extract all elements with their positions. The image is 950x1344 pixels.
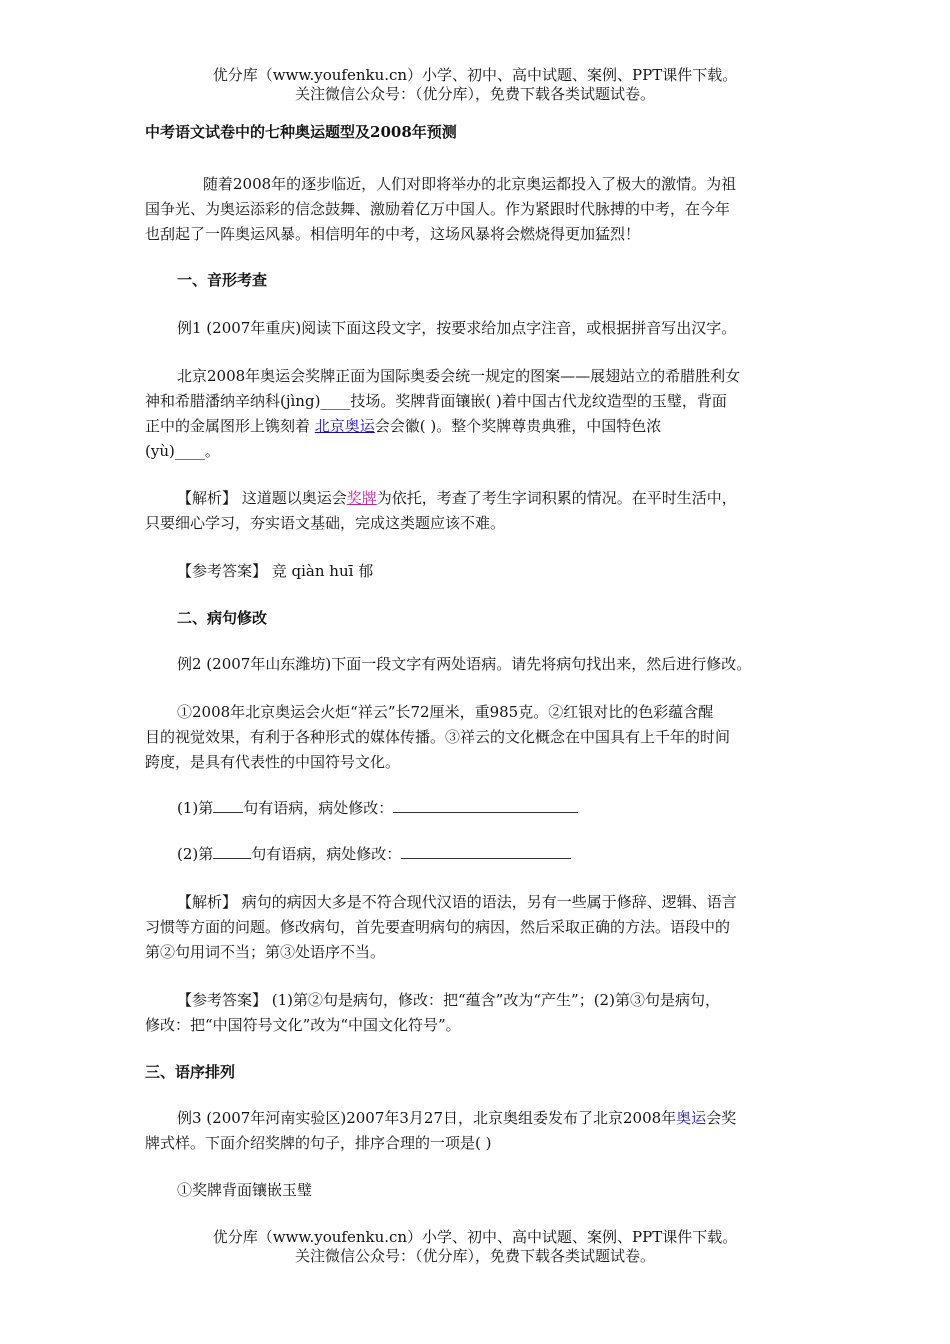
header-line-1: 优分库（www.youfenku.cn）小学、初中、高中试题、案例、PPT课件下载。: [212, 66, 738, 84]
passage-2-line-2: 目的视觉效果，有利于各种形式的媒体传播。③祥云的文化概念在中国具有上千年的时间: [145, 728, 731, 746]
section-heading-2: 二、病句修改: [177, 609, 268, 627]
question-2-1-middle: 句有语病，病处修改：: [243, 799, 394, 817]
example-3-end: 会奖: [706, 1109, 737, 1127]
passage-1-line-2: 神和希腊潘纳辛纳科(jìng)____技场。奖牌背面镶嵌( )着中国古代龙纹造型的玉璧，背面: [145, 392, 727, 410]
passage-1-line-3-start: 正中的金属图形上镌刻着: [145, 417, 315, 435]
answer-2-line-1: 【参考答案】 (1)第②句是病句，修改：把“蕴含”改为“产生”；(2)第③句是病句，: [177, 991, 720, 1009]
intro-line-3: 也刮起了一阵奥运风暴。相信明年的中考，这场风暴将会燃烧得更加猛烈！: [145, 225, 641, 243]
page-header: [0, 66, 950, 104]
intro-line-1: 随着2008年的逐步临近，人们对即将举办的北京奥运都投入了极大的激情。为祖: [203, 175, 737, 193]
question-2-1-prefix: (1)第: [177, 799, 214, 817]
blank-correction-1[interactable]: [393, 796, 578, 813]
answer-1: 【参考答案】 竞 qiàn huī 郁: [177, 562, 374, 580]
blank-sentence-number-2[interactable]: [213, 842, 251, 859]
intro-line-2: 国争光、为奥运添彩的信念鼓舞、激励着亿万中国人。作为紧跟时代脉搏的中考，在今年: [145, 200, 731, 218]
example-3-line-2: 牌式样。下面介绍奖牌的句子，排序合理的一项是( ): [145, 1134, 492, 1152]
footer-line-1: 优分库（www.youfenku.cn）小学、初中、高中试题、案例、PPT课件下载。: [212, 1228, 738, 1246]
question-2-2-middle: 句有语病，病处修改：: [251, 845, 402, 863]
medal-link[interactable]: 奖牌: [346, 489, 377, 507]
passage-1-line-1: 北京2008年奥运会奖牌正面为国际奥委会统一规定的图案——展翅站立的希腊胜利女: [177, 367, 741, 385]
section-heading-3: 三、语序排列: [145, 1063, 236, 1081]
passage-2-line-3: 跨度，是具有代表性的中国符号文化。: [145, 753, 401, 771]
question-2-2: [145, 842, 847, 867]
olympics-link[interactable]: 奥运: [676, 1109, 707, 1127]
blank-correction-2[interactable]: [401, 842, 571, 859]
analysis-2-line-3: 第②句用词不当；第③处语序不当。: [145, 943, 386, 961]
analysis-2-line-2: 习惯等方面的问题。修改病句，首先要查明病句的病因，然后采取正确的方法。语段中的: [145, 918, 731, 936]
answer-2-line-2: 修改：把“中国符号文化”改为“中国文化符号”。: [145, 1016, 461, 1034]
analysis-1-start: 【解析】 这道题以奥运会: [177, 489, 347, 507]
section-heading-1: 一、音形考查: [177, 271, 268, 289]
analysis-2-line-1: 【解析】 病句的病因大多是不符合现代汉语的语法，另有一些属于修辞、逻辑、语言: [177, 893, 737, 911]
passage-1-line-3-end: 会会徽( )。整个奖牌尊贵典雅，中国特色浓: [374, 417, 662, 435]
page-footer: [0, 1228, 950, 1266]
example-3-line-1: [145, 1106, 847, 1131]
footer-line-2: 关注微信公众号：（优分库），免费下载各类试题试卷。: [294, 1247, 655, 1265]
passage-1-line-3: [145, 414, 815, 439]
option-item-1: ①奖牌背面镶嵌玉璧: [177, 1181, 313, 1199]
document-title: 中考语文试卷中的七种奥运题型及2008年预测: [145, 123, 457, 141]
passage-2-line-1: ①2008年北京奥运会火炬“祥云”长72厘米，重985克。②红银对比的色彩蕴含醒: [177, 703, 714, 721]
analysis-1-line-1: [145, 486, 847, 511]
analysis-1-end: 为依托，考查了考生字词积累的情况。在平时生活中，: [376, 489, 737, 507]
passage-1-line-4: (yù)____。: [145, 442, 220, 460]
example-1: 例1 (2007年重庆)阅读下面这段文字，按要求给加点字注音，或根据拼音写出汉字。: [177, 319, 737, 337]
blank-sentence-number-1[interactable]: [213, 796, 243, 813]
analysis-1-line-2: 只要细心学习，夯实语文基础，完成这类题应该不难。: [145, 514, 506, 532]
example-3-start: 例3 (2007年河南实验区)2007年3月27日，北京奥组委发布了北京2008年: [177, 1109, 677, 1127]
example-2: 例2 (2007年山东潍坊)下面一段文字有两处语病。请先将病句找出来，然后进行修改。: [177, 655, 752, 673]
header-line-2: 关注微信公众号：（优分库），免费下载各类试题试卷。: [294, 85, 655, 103]
beijing-olympics-link[interactable]: 北京奥运: [314, 417, 375, 435]
question-2-1: [145, 796, 847, 821]
question-2-2-prefix: (2)第: [177, 845, 214, 863]
